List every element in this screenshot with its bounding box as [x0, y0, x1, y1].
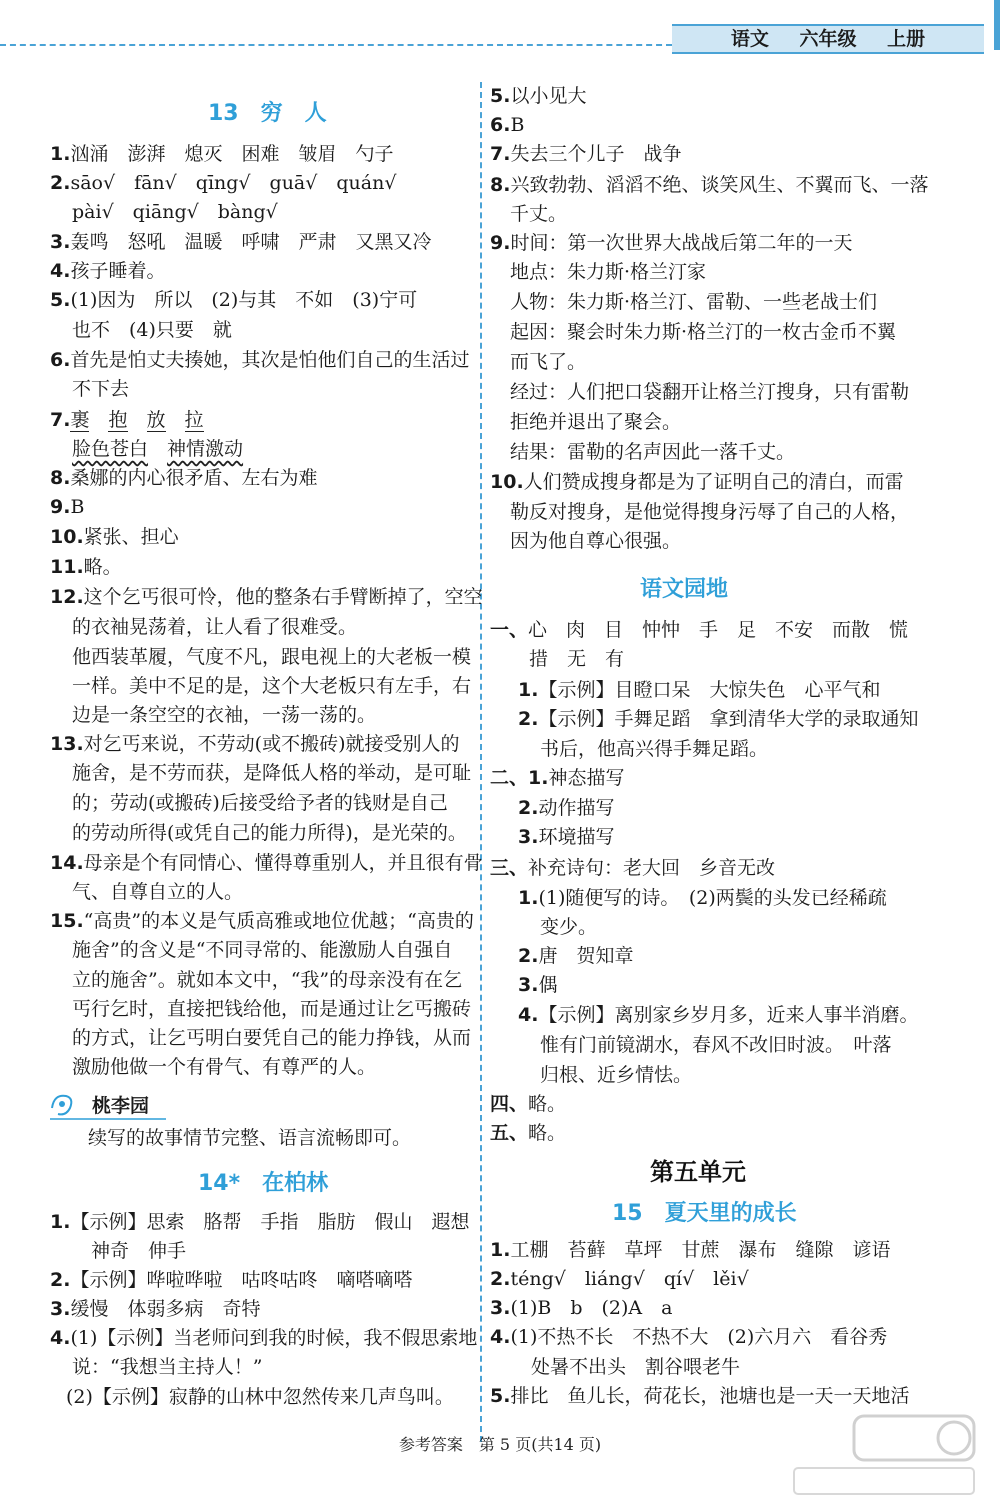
answer-line: 5.排比 鱼儿长，荷花长，池塘也是一天一天地活	[490, 1385, 910, 1407]
answer-line: 的劳动所得(或凭自己的能力所得)，是光荣的。	[72, 822, 467, 844]
answer-line: 8.兴致勃勃、滔滔不绝、谈笑风生、不翼而飞、一落	[490, 174, 929, 196]
answer-line: 经过：人们把口袋翻开让格兰汀搜身，只有雷勒	[510, 381, 910, 403]
answer-line: 3.环境描写	[518, 826, 615, 848]
answer-line: 3.偶	[518, 974, 558, 996]
unit-5-title: 第五单元	[650, 1157, 746, 1186]
answer-line-q7: 7.裹 抱 放 拉	[50, 409, 204, 431]
answer-line: 结果：雷勒的名声因此一落千丈。	[510, 441, 796, 463]
answer-line: 1.工棚 苔藓 草坪 甘蔗 瀑布 缝隙 谚语	[490, 1239, 891, 1261]
answer-line: 归根、近乡情怯。	[540, 1064, 693, 1086]
answer-line: 10.紧张、担心	[50, 526, 179, 548]
answer-line: 措 无 有	[510, 648, 625, 670]
header-label	[672, 24, 984, 54]
answer-line-q7-phrases: 脸色苍白 神情激动	[72, 438, 244, 460]
answer-line: 4.孩子睡着。	[50, 260, 166, 282]
header-volume: 上册	[887, 28, 926, 50]
answer-line: 3.轰鸣 怒吼 温暖 呼啸 严肃 又黑又冷	[50, 231, 432, 253]
answer-line: 激励他做一个有骨气、有尊严的人。	[72, 1056, 377, 1078]
answer-line: 也不 (4)只要 就	[72, 319, 232, 341]
taoliyuan-label: 桃李园	[92, 1095, 150, 1117]
answer-line: 12.这个乞丐很可怜，他的整条右手臂断掉了，空空	[50, 586, 483, 608]
answer-line: 1.汹涌 澎湃 熄灭 困难 皱眉 勺子	[50, 143, 394, 165]
answer-line: pài√ qiāng√ bàng√	[72, 201, 278, 223]
header-subject: 语文	[730, 28, 769, 50]
answer-line: 2.sāo√ fān√ qīng√ guā√ quán√	[50, 172, 397, 194]
answer-line: 起因：聚会时朱力斯·格兰汀的一枚古金币不翼	[510, 321, 897, 343]
answer-line: 11.略。	[50, 556, 122, 578]
page-footer: 参考答案 第 5 页(共14 页)	[398, 1435, 602, 1454]
answer-line: 10.人们赞成搜身都是为了证明自己的清白，而雷	[490, 471, 904, 493]
answer-line: 他西装革履，气度不凡，跟电视上的大老板一模	[72, 646, 472, 668]
taoliyuan-text: 续写的故事情节完整、语言流畅即可。	[88, 1127, 412, 1149]
answer-line: 神奇 伸手	[72, 1240, 187, 1262]
header-dashed-rule	[0, 44, 672, 46]
answer-line: 地点：朱力斯·格兰汀家	[510, 261, 707, 283]
answer-line: 5.(1)因为 所以 (2)与其 不如 (3)宁可	[50, 289, 418, 311]
answer-line: 9.B	[50, 496, 85, 518]
answer-line: 勒反对搜身，是他觉得搜身污辱了自己的人格，	[510, 501, 910, 523]
answer-line: 气、自尊自立的人。	[72, 881, 244, 903]
answer-line: 而飞了。	[510, 351, 587, 373]
answer-line: 的方式，让乞丐明白要凭自己的能力挣钱，从而	[72, 1027, 472, 1049]
answer-line: 因为他自尊心很强。	[510, 530, 682, 552]
answer-line: 4.(1)【示例】当老师问到我的时候，我不假思索地	[50, 1327, 478, 1349]
answer-line: 8.桑娜的内心很矛盾、左右为难	[50, 467, 318, 489]
answer-line: 14.母亲是个有同情心、懂得尊重别人，并且很有骨	[50, 852, 483, 874]
answer-line: 2.téng√ liáng√ qí√ lěi√	[490, 1268, 749, 1290]
answer-line: 1.【示例】思索 胳帮 手指 脂肪 假山 遐想	[50, 1211, 470, 1233]
yuwen-yuandi-title: 语文园地	[640, 577, 729, 602]
lesson-13-title: 13 穷 人	[208, 101, 327, 126]
answer-line: 立的施舍”。就如本文中，“我”的母亲没有在乞	[72, 969, 463, 991]
page-edge-bar	[994, 0, 1000, 50]
answer-line: 13.对乞丐来说，不劳动(或不搬砖)就接受别人的	[50, 733, 460, 755]
answer-line: 不下去	[72, 378, 130, 400]
answer-line: 施舍”的含义是“不同寻常的、能激励人自强自	[72, 939, 453, 961]
answer-line: 1.【示例】目瞪口呆 大惊失色 心平气和	[518, 679, 881, 701]
answer-line: 说：“我想当主持人！”	[72, 1356, 263, 1378]
answer-line: 1.(1)随便写的诗。 (2)两鬓的头发已经稀疏	[518, 887, 887, 909]
answer-line: 二、1.神态描写	[490, 767, 625, 789]
answer-line: 三、补充诗句：老大回 乡音无改	[490, 857, 776, 879]
answer-line: (2)【示例】寂静的山林中忽然传来几声鸟叫。	[66, 1386, 454, 1408]
answer-line: 一、心 肉 目 忡忡 手 足 不安 而散 慌	[490, 619, 909, 641]
answer-line: 5.以小见大	[490, 85, 587, 107]
answer-line: 书后，他高兴得手舞足蹈。	[540, 738, 769, 760]
answer-line: 处暑不出头 割谷喂老牛	[512, 1356, 741, 1378]
column-divider	[480, 82, 482, 1442]
lesson-14-title: 14* 在柏林	[198, 1171, 329, 1196]
answer-line: 15.“高贵”的本义是气质高雅或地位优越；“高贵的	[50, 910, 474, 932]
answer-line: 6.首先是怕丈夫揍她，其次是怕他们自己的生活过	[50, 349, 470, 371]
answer-line: 施舍，是不劳而获，是降低人格的举动，是可耻	[72, 762, 472, 784]
answer-line: 一样。美中不足的是，这个大老板只有左手，右	[72, 675, 472, 697]
answer-line: 四、略。	[490, 1093, 567, 1115]
answer-line: 的；劳动(或搬砖)后接受给予者的钱财是自己	[72, 792, 448, 814]
answer-line: 拒绝并退出了聚会。	[510, 411, 682, 433]
answer-line: 边是一条空空的衣袖，一荡一荡的。	[72, 704, 377, 726]
answer-line: 变少。	[540, 916, 598, 938]
answer-line: 五、略。	[490, 1122, 567, 1144]
answer-line: 6.B	[490, 114, 525, 136]
header-grade: 六年级	[799, 28, 857, 50]
answer-line: 的衣袖晃荡着，让人看了很难受。	[72, 616, 358, 638]
answer-line: 2.【示例】手舞足蹈 拿到清华大学的录取通知	[518, 708, 919, 730]
answer-line: 9.时间：第一次世界大战战后第二年的一天	[490, 232, 853, 254]
answer-line: 2.动作描写	[518, 797, 615, 819]
answer-line: 7.失去三个儿子 战争	[490, 143, 682, 165]
answer-line: 惟有门前镜湖水，春风不改旧时波。 叶落	[540, 1034, 892, 1056]
answer-line: 2.唐 贺知章	[518, 945, 634, 967]
answer-line: 3.(1)B b (2)A a	[490, 1297, 673, 1319]
answer-line: 千丈。	[510, 203, 568, 225]
lesson-15-title: 15 夏天里的成长	[612, 1201, 797, 1226]
answer-line: 人物：朱力斯·格兰汀、雷勒、一些老战士们	[510, 291, 878, 313]
answer-line: 2.【示例】哗啦哗啦 咕咚咕咚 嘀嗒嘀嗒	[50, 1269, 413, 1291]
answer-line: 4.(1)不热不长 不热不大 (2)六月六 看谷秀	[490, 1326, 888, 1348]
answer-line: 4.【示例】离别家乡岁月多，近来人事半消磨。	[518, 1004, 919, 1026]
watermark-logo	[784, 1410, 984, 1500]
answer-line: 3.缓慢 体弱多病 奇特	[50, 1298, 261, 1320]
answer-line: 丐行乞时，直接把钱给他，而是通过让乞丐搬砖	[72, 998, 472, 1020]
